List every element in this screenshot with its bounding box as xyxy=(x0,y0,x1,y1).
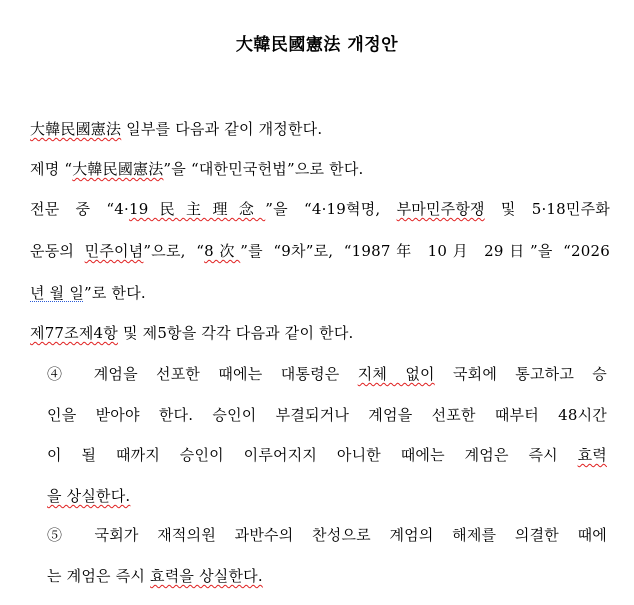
grammar-mark: 년 월 일 xyxy=(30,284,85,302)
spellcheck-mark: 지체 없이 xyxy=(357,365,435,383)
body-line-3 xyxy=(30,199,610,219)
line-text: ④ 계엄을 선포한 때에는 대통령은 xyxy=(47,365,358,383)
line-text: ”을 “대한민국헌법”으로 한다. xyxy=(163,160,364,178)
body-line-11 xyxy=(47,525,607,545)
body-line-5 xyxy=(30,283,610,303)
document-title: 大韓民國憲法 개정안 xyxy=(235,35,399,55)
spellcheck-mark: 8次 xyxy=(204,242,241,260)
line-text: 및 제5항을 각각 다음과 같이 한다. xyxy=(118,324,354,342)
body-line-7 xyxy=(47,364,607,384)
line-text: ”를 “9차”로, “1987年 10月 29日”을 “2026 xyxy=(240,242,611,260)
line-text: ”으로, “ xyxy=(143,242,205,260)
spellcheck-mark: 민주이념 xyxy=(84,242,144,260)
line-text: 제명 “ xyxy=(30,160,73,178)
line-text: ”로 한다. xyxy=(84,284,146,302)
line-text: 일부를 다음과 같이 개정한다. xyxy=(121,120,323,138)
line-text: 및 5·18민주화 xyxy=(484,200,610,218)
spellcheck-mark: 을 상실한다. xyxy=(47,487,131,505)
body-line-12 xyxy=(47,566,607,586)
spellcheck-mark: 효력을 상실한다. xyxy=(150,567,263,585)
line-text: 국회에 통고하고 승 xyxy=(434,365,607,383)
body-line-6 xyxy=(30,323,610,343)
body-line-10 xyxy=(47,486,607,506)
line-text: 는 계엄은 즉시 xyxy=(47,567,151,585)
line-text: 운동의 xyxy=(30,242,85,260)
spellcheck-mark: 大韓民國憲法 xyxy=(30,120,122,138)
spellcheck-mark: 大韓民國憲法 xyxy=(72,160,164,178)
spellcheck-mark: 효력 xyxy=(577,446,607,464)
line-text: 인을 받아야 한다. 승인이 부결되거나 계엄을 선포한 때부터 48시간 xyxy=(47,406,607,424)
body-line-9 xyxy=(47,445,607,465)
body-line-8 xyxy=(47,405,607,425)
spellcheck-mark: 제77조제4항 xyxy=(30,324,118,342)
body-line-4 xyxy=(30,241,610,261)
spellcheck-mark: 19民主理念 xyxy=(128,200,266,218)
spellcheck-mark: 부마민주항쟁 xyxy=(396,200,485,218)
line-text: 이 될 때까지 승인이 이루어지지 아니한 때에는 계엄은 즉시 xyxy=(47,446,578,464)
body-line-2 xyxy=(30,159,610,179)
line-text: ”을 “4·19혁명, xyxy=(265,200,397,218)
line-text: ⑤ 국회가 재적의원 과반수의 찬성으로 계엄의 해제를 의결한 때에 xyxy=(47,526,607,544)
body-line-1 xyxy=(30,119,610,139)
line-text: 전문 중 “4· xyxy=(30,200,129,218)
